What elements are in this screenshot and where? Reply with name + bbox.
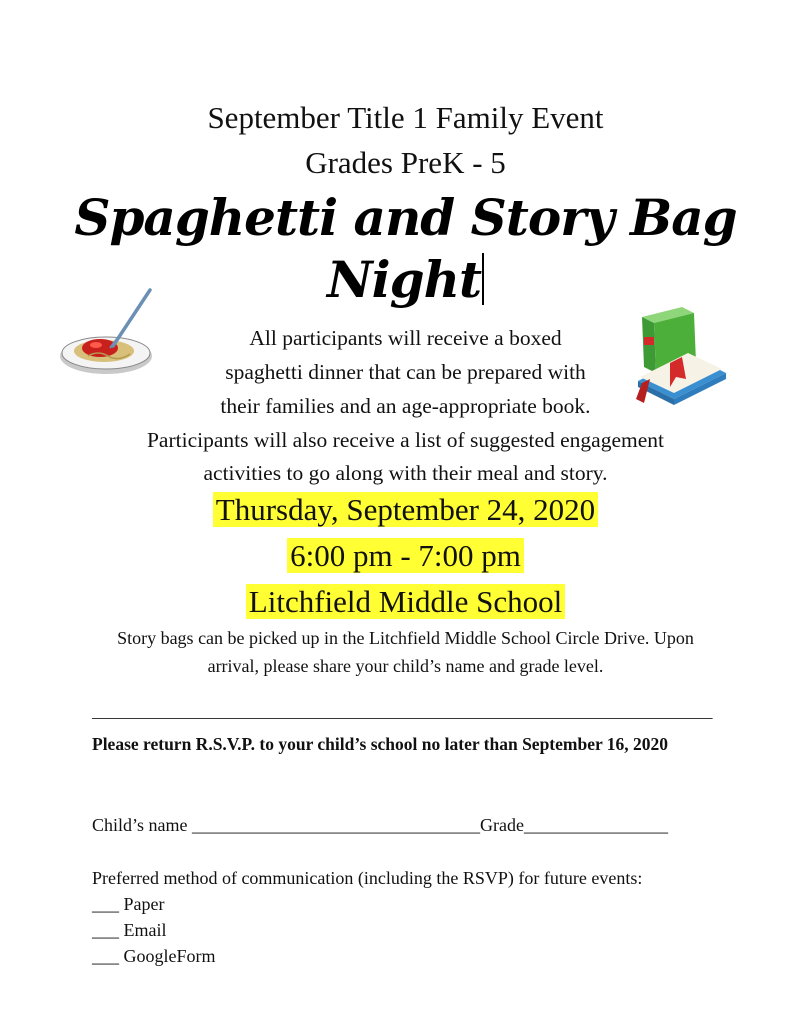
option-email-label: Email (123, 920, 167, 940)
grade-range: Grades PreK - 5 (305, 145, 506, 180)
pickup-line-2: arrival, please share your child’s name and grade level. (207, 656, 604, 676)
event-title-line1: Spaghetti and Story Bag (74, 188, 737, 247)
event-time-row (0, 538, 811, 574)
rsvp-notice: Please return R.S.V.P. to your child’s school no later than September 16, 2020 (92, 734, 669, 754)
option-googleform-label: GoogleForm (123, 946, 216, 966)
event-heading: September Title 1 Family Event (207, 100, 604, 135)
description-line-2: spaghetti dinner that can be prepared with (225, 360, 586, 384)
communication-question: Preferred method of communication (including the RSVP) for future events: (92, 868, 643, 888)
event-date-row (0, 492, 811, 528)
option-paper (92, 894, 164, 915)
grade-label: Grade (480, 815, 524, 835)
option-email (92, 920, 167, 941)
grade-field[interactable]: ________________ (523, 815, 668, 835)
event-title-line2: Night (326, 250, 482, 309)
text-cursor (482, 253, 484, 305)
option-googleform (92, 946, 216, 967)
event-location-row (0, 584, 811, 620)
event-date: Thursday, September 24, 2020 (213, 492, 598, 527)
description-line-3: their families and an age-appropriate book. (220, 394, 591, 418)
pickup-line-1: Story bags can be picked up in the Litchfield Middle School Circle Drive. Upon (117, 628, 694, 648)
child-name-field[interactable]: ________________________________ (192, 815, 480, 835)
option-paper-label: Paper (123, 894, 165, 914)
option-paper-blank[interactable]: ___ (92, 894, 119, 914)
description-line-5: activities to go along with their meal and story. (203, 461, 608, 485)
description-line-1: All participants will receive a boxed (249, 326, 562, 350)
event-location: Litchfield Middle School (246, 584, 565, 619)
option-googleform-blank[interactable]: ___ (92, 946, 119, 966)
option-email-blank[interactable]: ___ (92, 920, 119, 940)
event-time: 6:00 pm - 7:00 pm (287, 538, 524, 573)
child-name-row (92, 815, 668, 836)
child-name-label: Child’s name (92, 815, 188, 835)
description-line-4: Participants will also receive a list of suggested engagement (146, 428, 665, 452)
divider-line: _________________________________________________________________________ (92, 702, 713, 721)
